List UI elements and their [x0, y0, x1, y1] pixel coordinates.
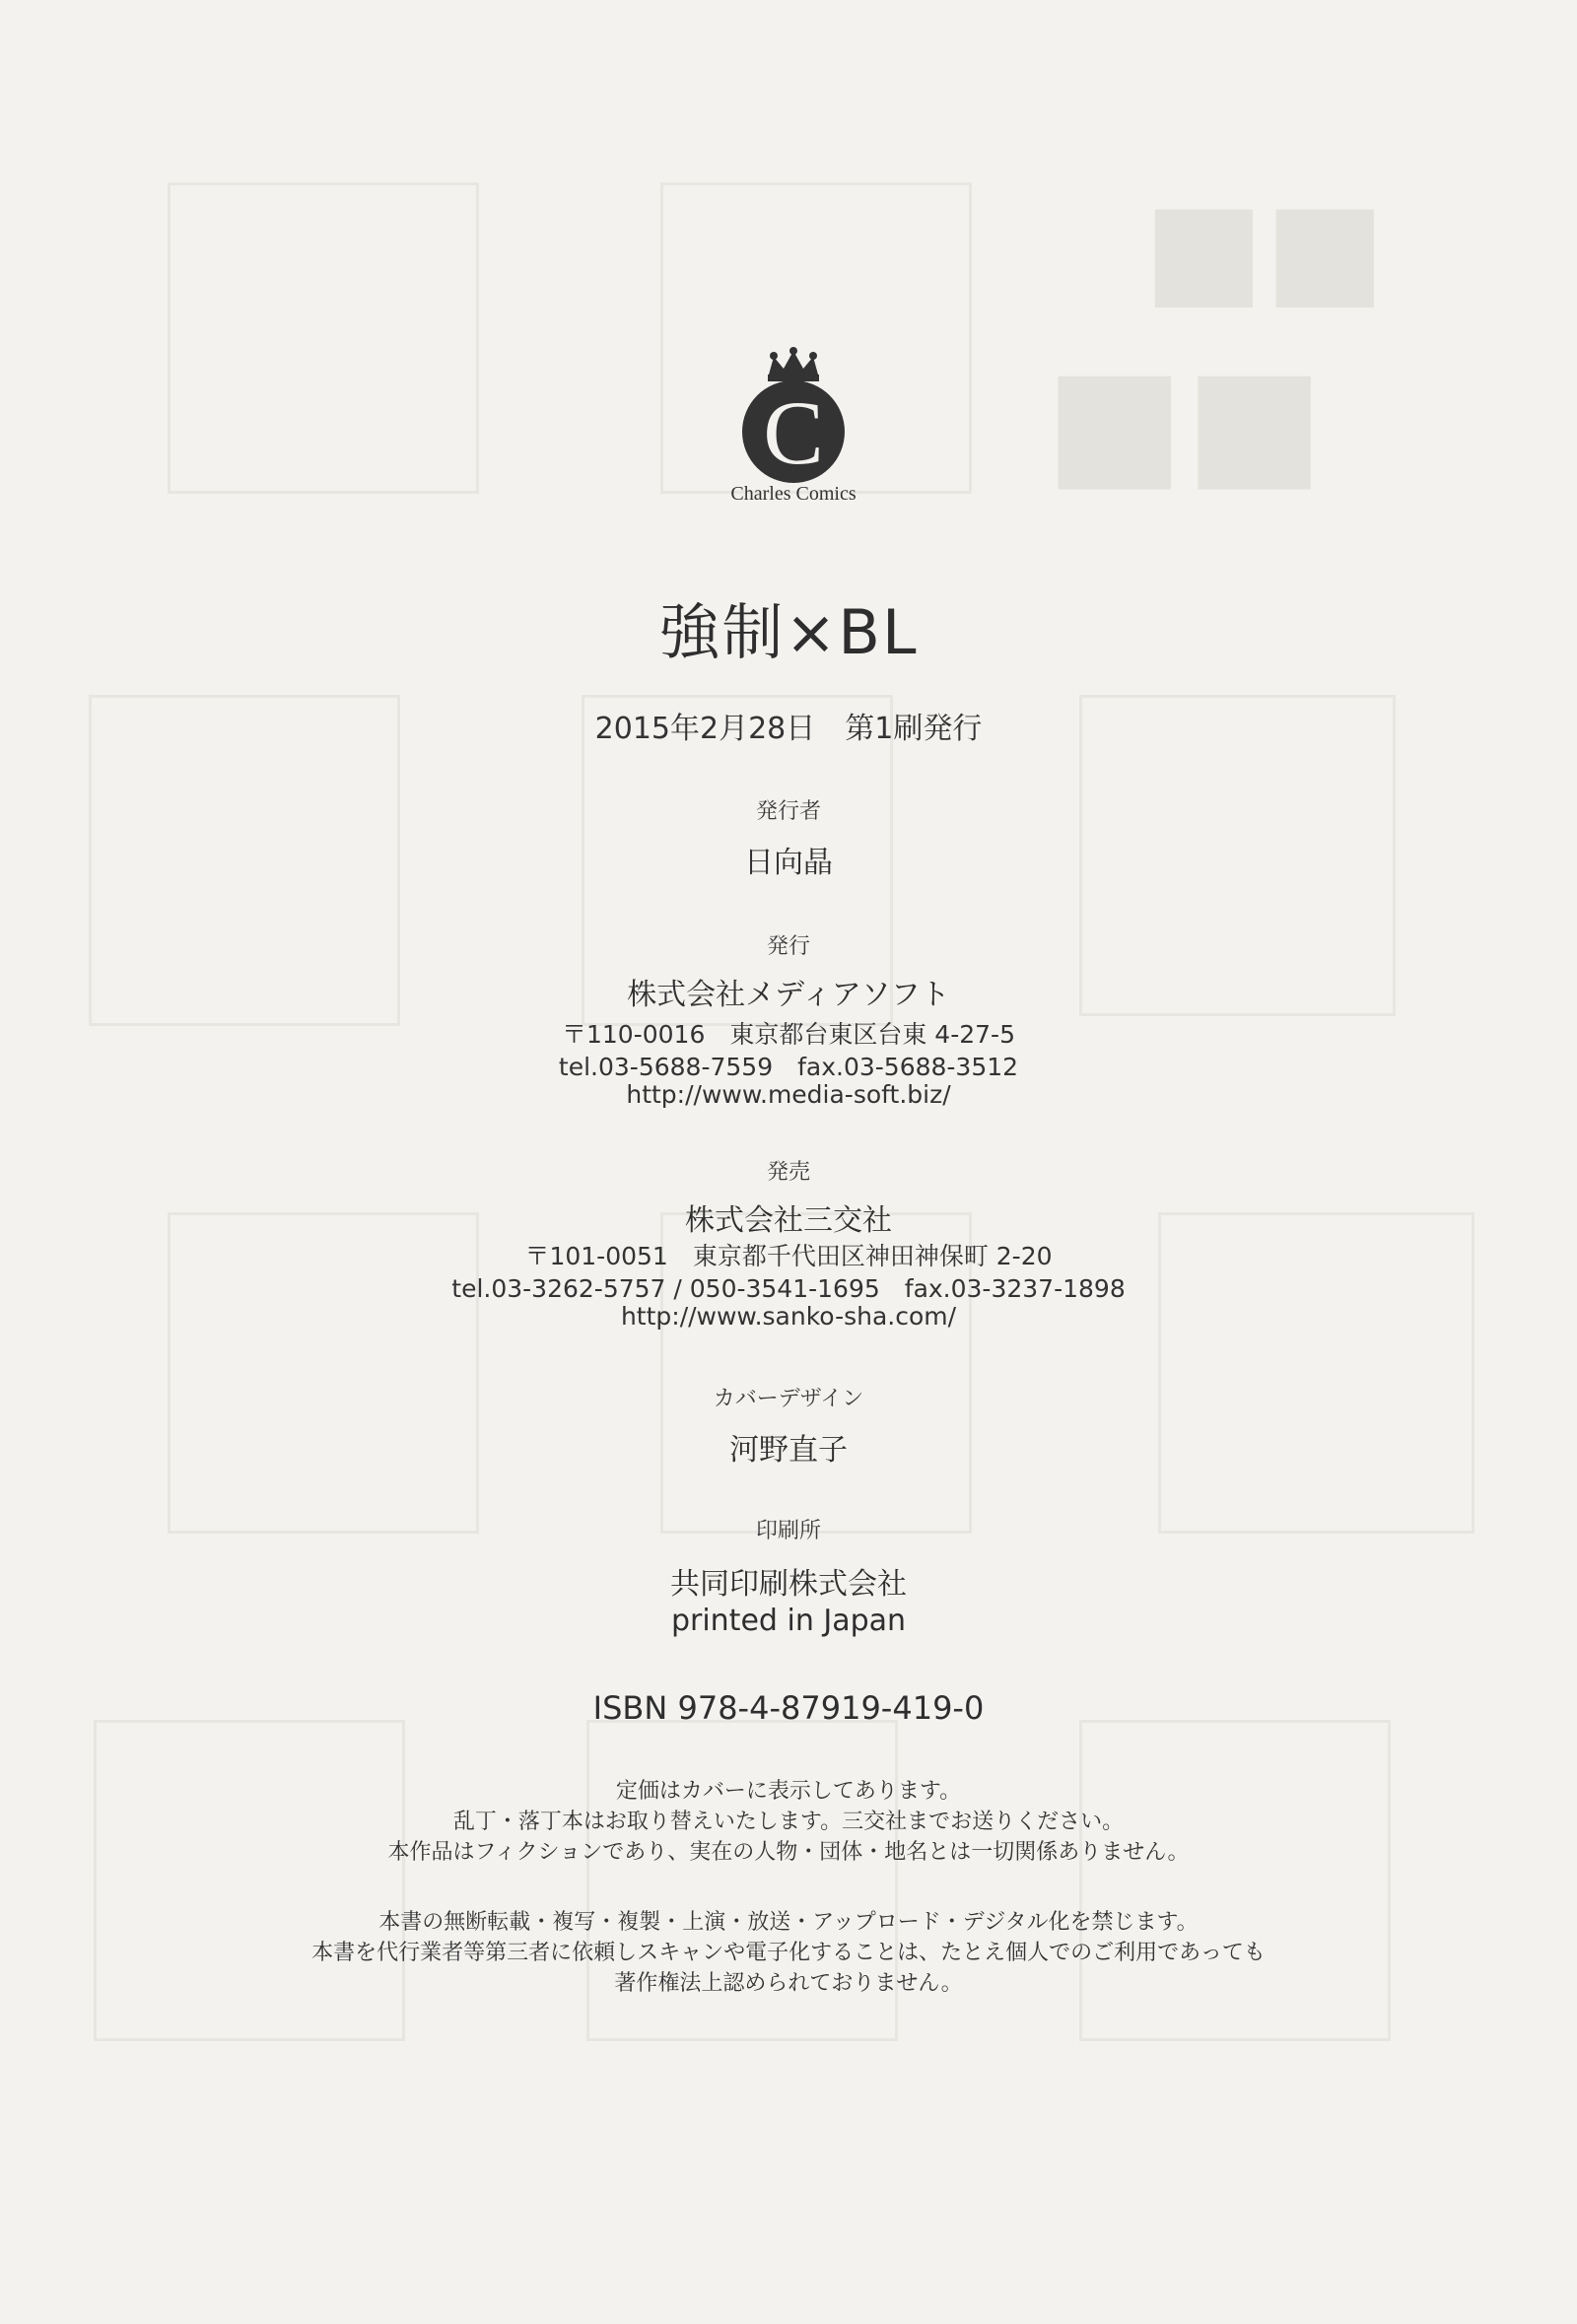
publisher-person-label: 発行者 [755, 799, 821, 824]
notice-line: 定価はカバーに表示してあります。 [615, 1779, 962, 1804]
ghost-heading: ■■ [1045, 335, 1325, 507]
printed-in-country: printed in Japan [670, 1604, 907, 1638]
printer-label: 印刷所 [755, 1519, 821, 1543]
issue-date: 2015年2月28日 第1刷発行 [594, 712, 983, 746]
isbn: ISBN 978-4-87919-419-0 [592, 1689, 985, 1727]
crown-icon [734, 347, 853, 495]
notice-line: 乱丁・落丁本はお取り替えいたします。三交社までお送りください。 [452, 1810, 1125, 1834]
publisher-contact: tel.03-5688-7559 fax.03-5688-3512 [558, 1053, 1019, 1081]
publisher-logo [730, 347, 857, 505]
logo-brand-text: Charles Comics [730, 483, 857, 505]
book-title: 強制×BL [658, 596, 919, 668]
publisher-label: 発行 [766, 934, 810, 959]
distributor-address: 〒101-0051 東京都千代田区神田神保町 2-20 [524, 1242, 1053, 1270]
publisher-url[interactable]: http://www.media-soft.biz/ [626, 1080, 951, 1109]
publisher-person-name: 日向晶 [744, 846, 833, 880]
copyright-line: 本書の無断転載・複写・複製・上演・放送・アップロード・デジタル化を禁じます。 [378, 1910, 1199, 1935]
publisher-name: 株式会社メディアソフト [627, 978, 950, 1012]
printer-name: 共同印刷株式会社 [670, 1567, 907, 1602]
distributor-url[interactable]: http://www.sanko-sha.com/ [620, 1302, 957, 1331]
cover-designer-name: 河野直子 [729, 1433, 848, 1468]
notice-line: 本作品はフィクションであり、実在の人物・団体・地名とは一切関係ありません。 [387, 1840, 1190, 1865]
distributor-label: 発売 [766, 1160, 810, 1185]
distributor-name: 株式会社三交社 [685, 1203, 892, 1238]
publisher-address: 〒110-0016 東京都台東区台東 4-27-5 [562, 1020, 1015, 1049]
copyright-line: 本書を代行業者等第三者に依頼しスキャンや電子化することは、たとえ個人でのご利用であっても [311, 1941, 1266, 1965]
ghost-heading: ■■ [1143, 172, 1386, 322]
cover-design-label: カバーデザイン [713, 1387, 864, 1411]
distributor-contact: tel.03-3262-5757 / 050-3541-1695 fax.03-3237-1898 [451, 1274, 1126, 1303]
logo-initial: C [763, 382, 824, 483]
copyright-line: 著作権法上認められておりません。 [614, 1971, 963, 1996]
